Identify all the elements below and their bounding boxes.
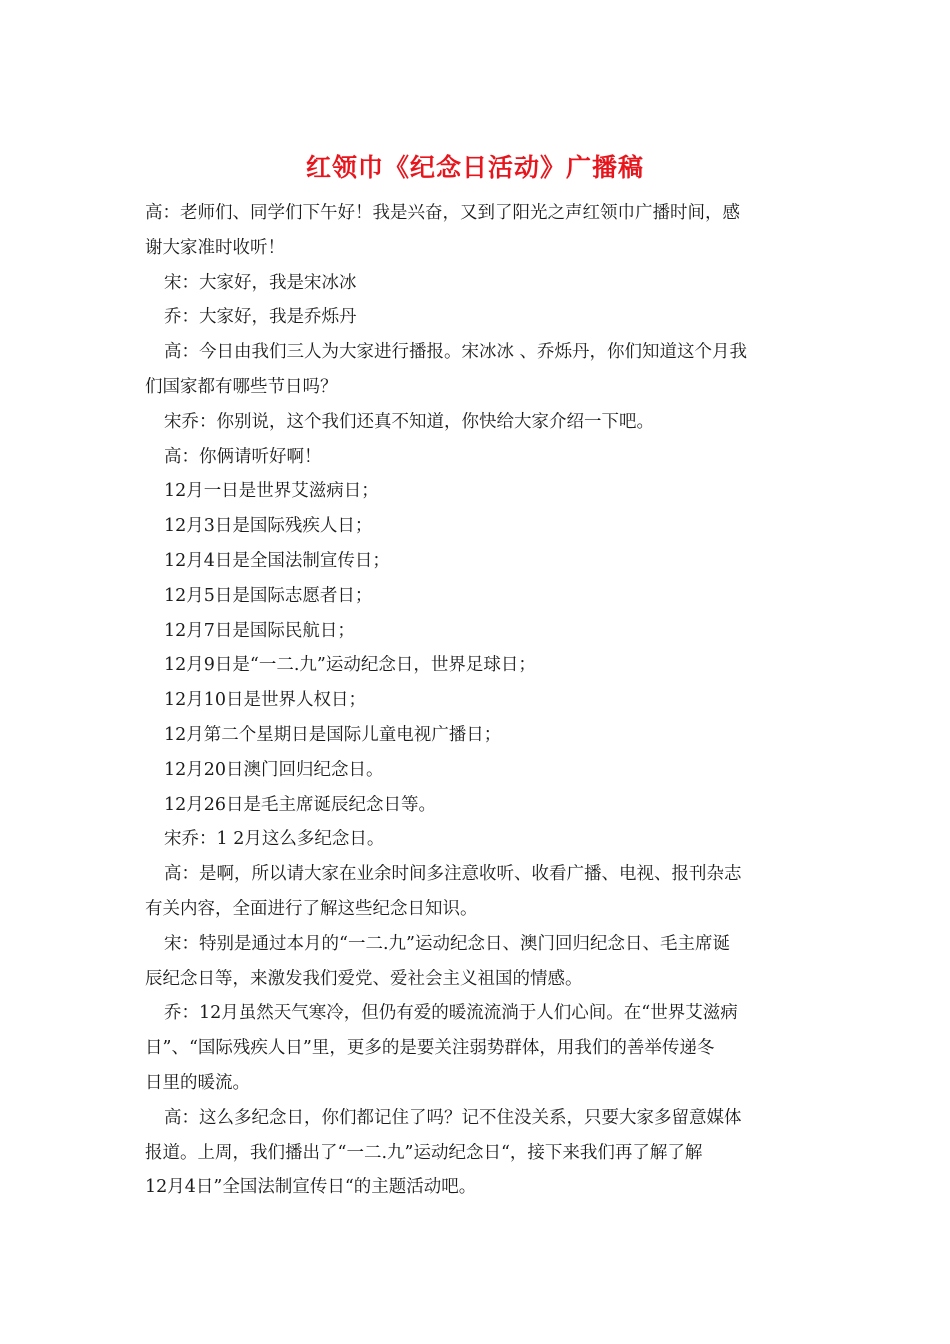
text-line: 报道。上周，我们播出了“一二.九”运动纪念日“，接下来我们再了解了解	[145, 1142, 703, 1163]
text-line: 12月一日是世界艾滋病日；	[164, 481, 379, 502]
text-line: 宋乔：你别说，这个我们还真不知道，你快给大家介绍一下吧。	[164, 411, 654, 432]
text-line: 12月4日”全国法制宣传日“的主题活动吧。	[145, 1177, 477, 1198]
text-line: 辰纪念日等，来激发我们爱党、爱社会主义祖国的情感。	[145, 968, 583, 989]
paragraph	[145, 440, 815, 475]
paragraph	[145, 196, 815, 266]
text-line: 12月第二个星期日是国际儿童电视广播日；	[164, 724, 502, 745]
text-line: 12月9日是“一二.九”运动纪念日，世界足球日；	[164, 655, 536, 676]
text-line: 谢大家准时收听！	[145, 237, 285, 258]
paragraph	[145, 266, 815, 301]
paragraph	[145, 822, 815, 857]
text-line: 乔：12月虽然天气寒冷，但仍有爱的暖流流淌于人们心间。在“世界艾滋病	[164, 1003, 738, 1024]
text-line: 有关内容，全面进行了解这些纪念日知识。	[145, 898, 478, 919]
document-body	[145, 196, 815, 1205]
text-line: 12月7日是国际民航日；	[164, 620, 355, 641]
text-line: 日”、“国际残疾人日”里，更多的是要关注弱势群体，用我们的善举传递冬	[145, 1038, 715, 1059]
paragraph	[145, 474, 815, 509]
paragraph	[145, 753, 815, 788]
paragraph	[145, 300, 815, 335]
text-line: 高：你俩请听好啊！	[164, 446, 322, 467]
paragraph	[145, 788, 815, 823]
text-line: 高：老师们、同学们下午好！我是兴奋，又到了阳光之声红领巾广播时间，感	[145, 203, 740, 223]
text-line: 乔：大家好，我是乔烁丹	[164, 307, 357, 328]
text-line: 高：这么多纪念日，你们都记住了吗？记不住没关系，只要大家多留意媒体	[164, 1107, 742, 1128]
paragraph	[145, 579, 815, 614]
text-line: 高：今日由我们三人为大家进行播报。宋冰冰 、乔烁丹，你们知道这个月我	[164, 342, 748, 363]
text-line: 12月5日是国际志愿者日；	[164, 585, 373, 606]
paragraph	[145, 614, 815, 649]
text-line: 12月26日是毛主席诞辰纪念日等。	[164, 794, 437, 815]
text-line: 宋：大家好，我是宋冰冰	[164, 272, 357, 293]
text-line: 高：是啊，所以请大家在业余时间多注意收听、收看广播、电视、报刊杂志	[164, 864, 742, 885]
paragraph	[145, 857, 815, 927]
paragraph	[145, 335, 815, 405]
text-line: 12月3日是国际残疾人日；	[164, 516, 373, 537]
paragraph	[145, 996, 815, 1100]
text-line: 们国家都有哪些节日吗？	[145, 376, 338, 397]
paragraph	[145, 648, 815, 683]
paragraph	[145, 683, 815, 718]
text-line: 12月10日是世界人权日；	[164, 690, 367, 711]
paragraph	[145, 544, 815, 579]
text-line: 12月4日是全国法制宣传日；	[164, 550, 390, 571]
paragraph	[145, 1101, 815, 1205]
paragraph	[145, 927, 815, 997]
document-title: 红领巾《纪念日活动》广播稿	[305, 153, 644, 182]
text-line: 宋乔：1 2月这么多纪念日。	[164, 829, 385, 850]
paragraph	[145, 509, 815, 544]
paragraph	[145, 718, 815, 753]
text-line: 宋：特别是通过本月的“一二.九”运动纪念日、澳门回归纪念日、毛主席诞	[164, 933, 730, 954]
paragraph	[145, 405, 815, 440]
text-line: 12月20日澳门回归纪念日。	[164, 759, 384, 780]
text-line: 日里的暖流。	[145, 1072, 250, 1093]
